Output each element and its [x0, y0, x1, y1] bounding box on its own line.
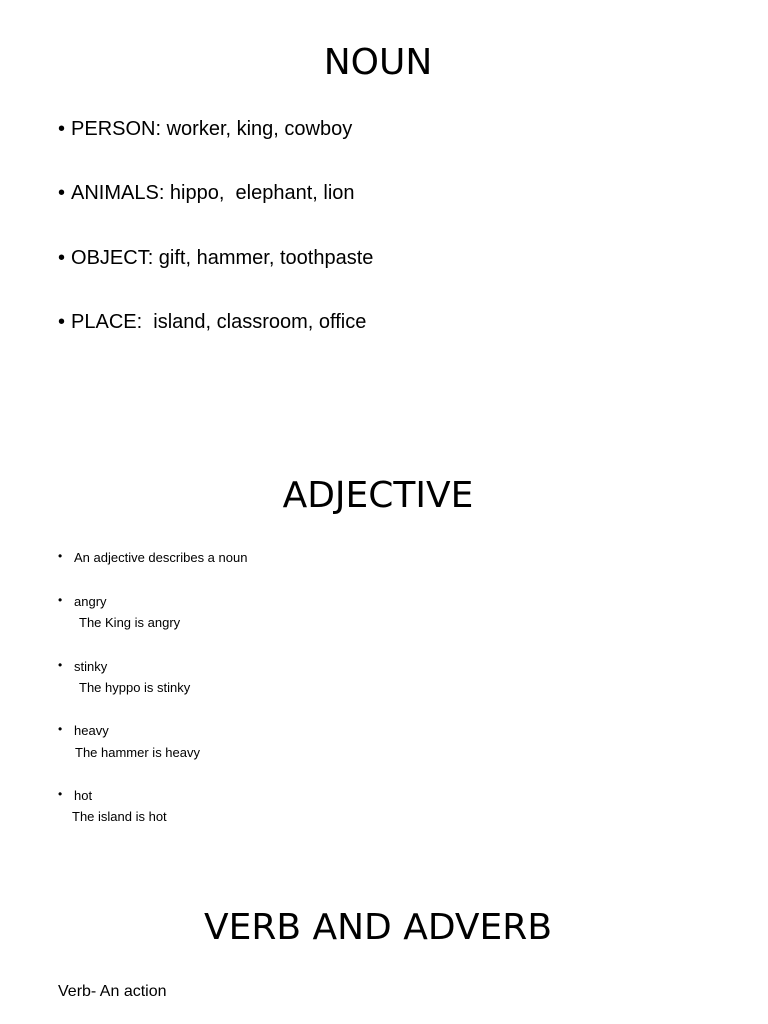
bullet: •: [58, 549, 63, 563]
bullet: •: [58, 722, 63, 736]
adjective-word-angry: [58, 595, 107, 608]
noun-item-person: [58, 119, 352, 139]
noun-item-animals: [58, 183, 355, 203]
adjective-word-heavy: [58, 724, 109, 737]
bullet: •: [58, 247, 66, 269]
adjective-word-stinky: [58, 660, 107, 673]
adjective-word: heavy: [74, 723, 109, 738]
noun-item-text: OBJECT: gift, hammer, toothpaste: [71, 247, 374, 269]
adjective-definition-text: An adjective describes a noun: [74, 550, 248, 565]
noun-item-text: ANIMALS: hippo, elephant, lion: [71, 182, 355, 204]
bullet: •: [58, 658, 63, 672]
noun-item-text: PERSON: worker, king, cowboy: [71, 118, 353, 140]
bullet: •: [58, 787, 63, 801]
adjective-word: stinky: [74, 659, 108, 674]
adjective-example-sentence: The hyppo is stinky: [79, 680, 191, 695]
adjective-example-sentence: The King is angry: [79, 615, 181, 630]
adjective-heading: ADJECTIVE: [282, 475, 474, 516]
bullet: •: [58, 182, 66, 204]
adjective-word: hot: [74, 788, 93, 803]
noun-heading: NOUN: [323, 42, 433, 83]
adjective-definition: [58, 551, 247, 564]
noun-item-text: PLACE: island, classroom, office: [71, 311, 367, 333]
bullet: •: [58, 593, 63, 607]
adjective-word: angry: [74, 594, 107, 609]
verb-definition: Verb- An action: [58, 983, 167, 1000]
bullet: •: [58, 311, 66, 333]
verb-adverb-heading: VERB AND ADVERB: [203, 907, 553, 948]
noun-item-object: [58, 248, 373, 268]
noun-item-place: [58, 312, 366, 332]
adjective-example-sentence: The hammer is heavy: [75, 745, 200, 760]
bullet: •: [58, 118, 66, 140]
adjective-example-sentence: The island is hot: [72, 809, 167, 824]
adjective-word-hot: [58, 789, 92, 802]
